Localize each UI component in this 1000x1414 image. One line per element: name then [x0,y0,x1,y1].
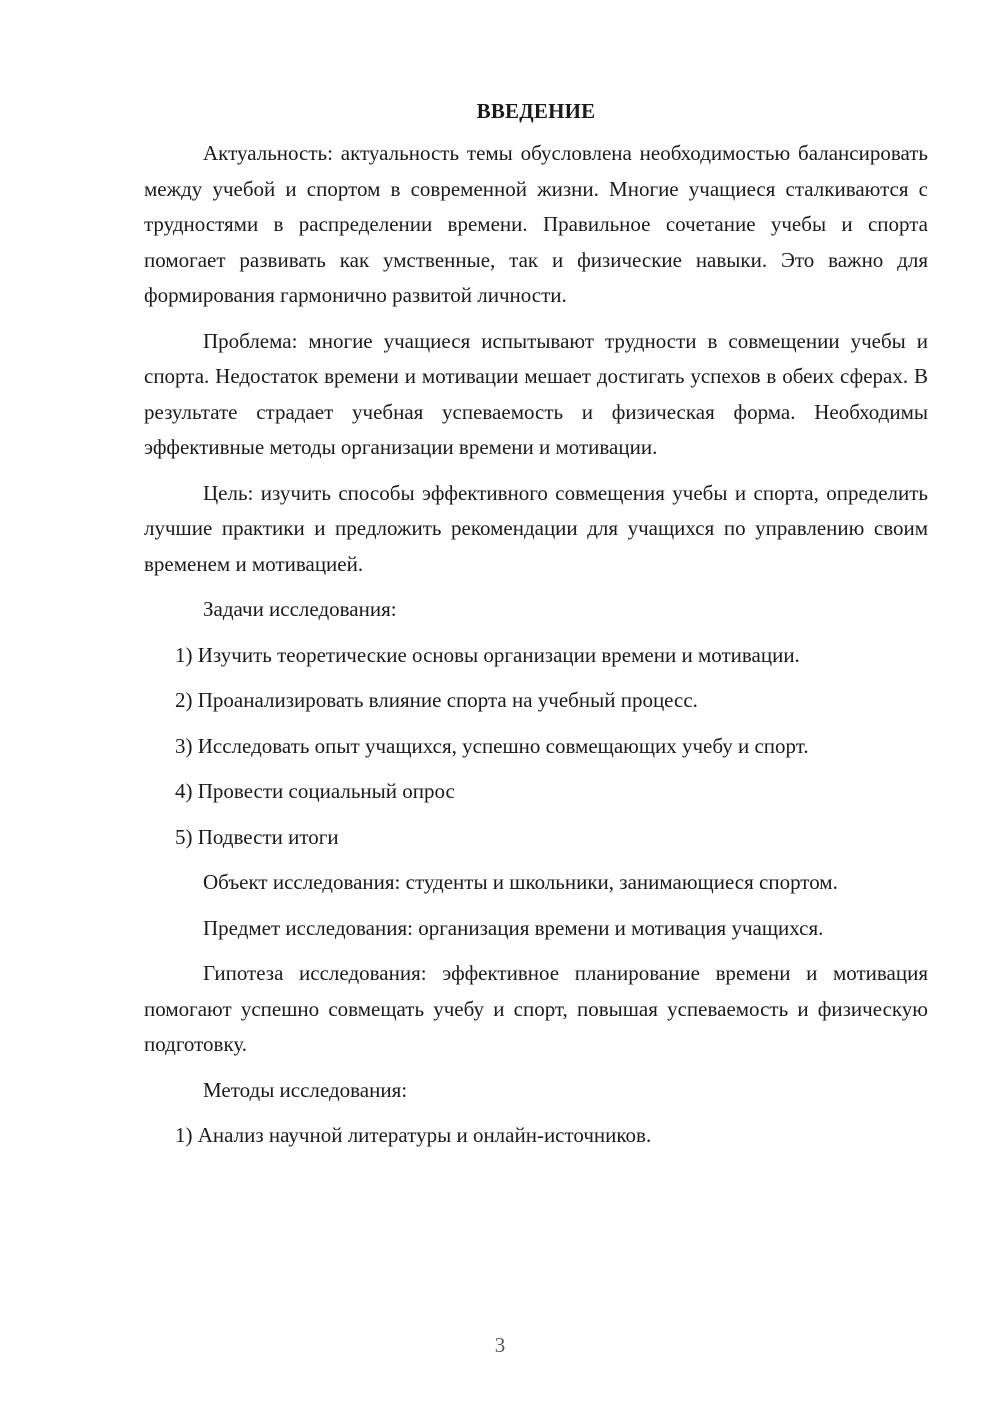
method-item: 1) Анализ научной литературы и онлайн-источников. [175,1123,652,1147]
methods-heading: Методы исследования: [203,1077,408,1102]
task-item: 4) Провести социальный опрос [175,779,455,803]
goal-paragraph: Цель: изучить способы эффективного совмещения учебы и спорта, определить лучшие практики и предложить рекомендации для учащихся по управлению своим временем и мотивацией. [144,480,928,576]
tasks-heading: Задачи исследования: [203,597,397,621]
page-number: 3 [494,1333,506,1357]
object-paragraph: Объект исследования: студенты и школьники, занимающиеся спортом. [203,870,838,894]
relevance-paragraph: Актуальность: актуальность темы обусловлена необходимостью балансировать между учебой и спортом в современной жизни. Многие учащиеся сталкиваются с трудностями в распределении времени. Правильное сочетание учебы и спорта помогает развивать как умственные, так и физические навыки. Это важно для формирования гармонично развитой личности. [144,141,928,307]
section-title: ВВЕДЕНИЕ [476,99,596,123]
hypothesis-paragraph: Гипотеза исследования: эффективное планирование времени и мотивация помогают успешно совмещать учебу и спорт, повышая успеваемость и физическую подготовку. [144,961,928,1056]
task-item: 1) Изучить теоретические основы организации времени и мотивации. [175,642,800,667]
problem-paragraph: Проблема: многие учащиеся испытывают трудности в совмещении учебы и спорта. Недостаток времени и мотивации мешает достигать успехов в обеих сферах. В результате страдает учебная успеваемость и физическая форма. Необходимы эффективные методы организации времени и мотивации. [144,328,928,459]
subject-paragraph: Предмет исследования: организация времени и мотивация учащихся. [203,915,824,940]
task-item: 5) Подвести итоги [175,824,339,849]
task-item: 3) Исследовать опыт учащихся, успешно совмещающих учебу и спорт. [175,733,809,758]
task-item: 2) Проанализировать влияние спорта на учебный процесс. [175,688,698,712]
document-page [144,96,928,1164]
